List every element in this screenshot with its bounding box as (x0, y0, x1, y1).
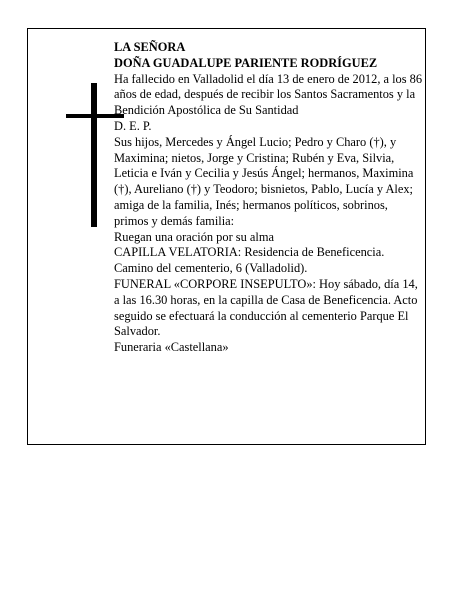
funeral-info: FUNERAL «CORPORE INSEPULTO»: Hoy sábado, día 14, a las 16.30 horas, en la capilla de Casa de Beneficencia. Acto seguido se efectuará la conducción al cementerio Parque El Salvador. (114, 276, 418, 339)
cross-vertical-bar (91, 83, 97, 227)
obituary-text (114, 40, 424, 356)
dep-abbreviation: D. E. P. (114, 118, 152, 133)
notice-title: LA SEÑORA (114, 40, 186, 54)
funeral-home: Funeraria «Castellana» (114, 340, 229, 355)
chapel-info: CAPILLA VELATORIA: Residencia de Beneficencia. Camino del cementerio, 6 (Valladolid). (114, 245, 385, 276)
family-list: Sus hijos, Mercedes y Ángel Lucio; Pedro y Charo (†), y Maximina; nietos, Jorge y Cristina; Rubén y Eva, Silvia, Leticia e Iván y Cecilia y Jesús Ángel; hermanos, Maximina (†), Aureliano (†) y Teodoro; bisnietos, Pablo, Lucía y Alex; amiga de la familia, Inés; hermanos políticos, sobrinos, primos y demás familia: (114, 134, 414, 228)
death-statement: Ha fallecido en Valladolid el día 13 de enero de 2012, a los 86 años de edad, después de recibir los Santos Sacramentos y la Bendición Apostólica de Su Santidad (114, 71, 423, 118)
deceased-name: DOÑA GUADALUPE PARIENTE RODRÍGUEZ (114, 55, 378, 70)
prayer-request: Ruegan una oración por su alma (114, 229, 274, 244)
